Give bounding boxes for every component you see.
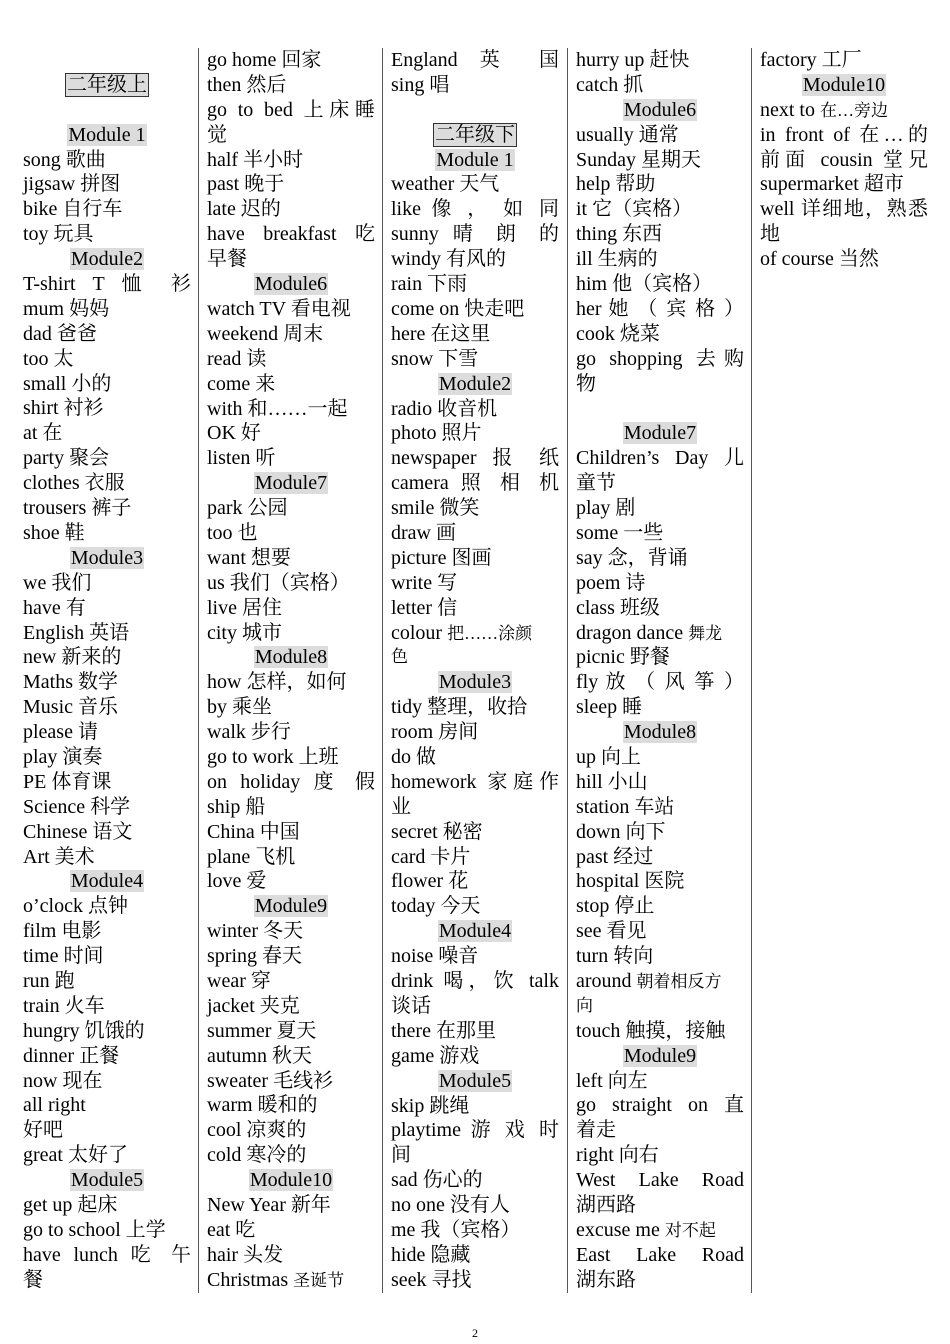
module-heading: Module5	[438, 1069, 512, 1092]
vocab-entry: radio 收音机	[391, 397, 498, 420]
vocab-entry: factory 工厂	[760, 49, 862, 71]
vocab-entry: newspaper 报 纸	[391, 447, 559, 470]
vocab-entry: by 乘坐	[207, 696, 272, 719]
vocab-entry: fly 放 （ 风 筝 ）	[576, 671, 744, 694]
vocab-entry: cool 凉爽的	[207, 1119, 307, 1142]
vocab-entry: class 班级	[576, 596, 660, 619]
vocab-entry: well 详细地，熟悉	[760, 198, 928, 221]
vocab-entry: catch 抓	[576, 73, 644, 96]
vocab-entry: go to bed 上床睡	[207, 98, 375, 121]
vocab-entry: please 请	[23, 721, 98, 744]
vocab-entry: sunny 晴 朗 的	[391, 223, 559, 246]
module-heading: Module9	[254, 895, 328, 918]
vocab-entry: station 车站	[576, 795, 675, 818]
vocab-entry: down 向下	[576, 820, 666, 843]
vocab-entry: come 来	[207, 372, 276, 395]
vocab-entry: rain 下雨	[391, 273, 468, 296]
module-heading: Module3	[438, 671, 512, 694]
vocab-entry: get up 起床	[23, 1193, 118, 1216]
vocab-entry: on holiday 度 假	[207, 770, 375, 793]
vocab-entry: go home 回家	[207, 49, 322, 71]
vocab-entry: hide 隐藏	[391, 1243, 471, 1266]
vocab-entry: 着走	[576, 1119, 616, 1142]
vocab-entry: watch TV 看电视	[207, 297, 351, 320]
vocab-entry: 前面 cousin 堂兄	[760, 148, 928, 171]
vocab-entry: film 电影	[23, 920, 102, 943]
vocab-entry: 向	[576, 995, 593, 1015]
vocab-column-5	[760, 48, 928, 1293]
vocab-entry: then 然后	[207, 73, 287, 96]
module-heading: Module10	[802, 73, 886, 96]
vocab-entry: 间	[391, 1144, 411, 1167]
column-divider	[198, 48, 199, 1293]
module-heading: Module4	[438, 920, 512, 943]
vocab-entry: PE 体育课	[23, 770, 112, 793]
vocab-entry: ship 船	[207, 795, 266, 818]
vocab-entry: go to school 上学	[23, 1218, 166, 1241]
vocab-entry: like 像 ， 如 同	[391, 198, 559, 221]
module-heading: Module3	[70, 546, 144, 569]
vocab-entry: 好吧	[23, 1119, 63, 1142]
vocab-entry: plane 飞机	[207, 845, 296, 868]
vocab-entry: help 帮助	[576, 173, 656, 196]
vocab-entry: with 和……一起	[207, 397, 348, 420]
vocab-entry: sleep 睡	[576, 696, 643, 719]
vocab-entry: sing 唱	[391, 73, 450, 96]
vocab-entry: have lunch 吃 午	[23, 1243, 191, 1266]
vocab-column-2	[207, 48, 375, 1293]
vocab-entry: up 向上	[576, 746, 641, 768]
vocab-entry: playtime 游 戏 时	[391, 1119, 559, 1142]
vocab-entry: go straight on 直	[576, 1094, 744, 1117]
grade-heading: 二年级下	[435, 123, 515, 146]
vocab-entry: picture 图画	[391, 546, 492, 569]
vocab-entry: too 也	[207, 521, 258, 544]
vocab-entry: us 我们（宾格）	[207, 571, 350, 594]
vocab-entry: left 向左	[576, 1069, 648, 1092]
vocab-entry: China 中国	[207, 820, 300, 843]
module-heading: Module 1	[436, 148, 514, 171]
vocab-entry: run 跑	[23, 969, 75, 992]
vocab-entry: secret 秘密	[391, 820, 483, 843]
vocab-entry: jigsaw 拼图	[23, 173, 121, 196]
vocab-entry: Art 美术	[23, 845, 95, 868]
vocab-entry: hungry 饥饿的	[23, 1019, 145, 1042]
vocab-entry: 业	[391, 795, 411, 818]
vocab-entry: room 房间	[391, 721, 479, 744]
module-heading: Module 1	[68, 123, 146, 146]
vocab-entry: weekend 周末	[207, 322, 324, 345]
vocab-entry: autumn 秋天	[207, 1044, 312, 1067]
module-heading: Module4	[70, 870, 144, 893]
vocab-entry: turn 转向	[576, 945, 654, 968]
vocab-column-1	[23, 48, 191, 1293]
vocab-entry: dinner 正餐	[23, 1044, 120, 1067]
vocab-entry: 色	[391, 647, 408, 667]
vocab-entry: time 时间	[23, 945, 104, 968]
vocab-entry: do 做	[391, 746, 436, 769]
vocab-column-4	[576, 48, 744, 1293]
vocab-entry: too 太	[23, 347, 74, 370]
vocab-entry: her 她 （ 宾 格 ）	[576, 297, 744, 320]
vocab-entry: wear 穿	[207, 970, 271, 992]
module-heading: Module10	[249, 1169, 333, 1192]
module-heading: Module7	[254, 472, 328, 495]
vocab-entry: half 半小时	[207, 148, 304, 171]
vocab-entry: small 小的	[23, 372, 112, 395]
vocab-entry: play 演奏	[23, 745, 103, 768]
vocab-entry: winter 冬天	[207, 920, 304, 943]
vocab-entry: warm 暖和的	[207, 1094, 318, 1117]
vocab-entry: have 有	[23, 596, 86, 619]
vocab-entry: windy 有风的	[391, 248, 506, 271]
module-heading: Module9	[623, 1044, 697, 1067]
column-divider	[751, 48, 752, 1293]
vocab-entry: hill 小山	[576, 770, 648, 793]
vocab-entry: drink 喝，饮 talk	[391, 970, 559, 993]
vocab-entry: spring 春天	[207, 945, 302, 968]
vocab-entry: 湖东路	[576, 1268, 636, 1291]
vocab-entry: around 朝着相反方	[576, 970, 722, 993]
vocab-entry: cook 烧菜	[576, 322, 660, 345]
vocab-entry: some 一些	[576, 521, 664, 544]
vocab-entry: it 它（宾格）	[576, 198, 693, 221]
module-heading: Module8	[254, 646, 328, 669]
vocab-entry: New Year 新年	[207, 1194, 331, 1217]
vocab-entry: go shopping 去购	[576, 347, 744, 370]
page-number: 2	[472, 1326, 478, 1340]
vocab-entry: shirt 衬衫	[23, 397, 104, 420]
vocab-entry: see 看见	[576, 920, 647, 943]
vocab-entry: 餐	[23, 1268, 43, 1291]
module-heading: Module2	[438, 372, 512, 395]
vocab-entry: we 我们	[23, 571, 92, 594]
vocab-entry: next to 在…旁边	[760, 98, 888, 121]
module-heading: Module6	[254, 273, 328, 296]
vocab-entry: now 现在	[23, 1069, 103, 1092]
vocab-entry: there 在那里	[391, 1019, 496, 1042]
vocab-entry: today 今天	[391, 895, 481, 918]
vocab-entry: no one 没有人	[391, 1194, 510, 1217]
vocab-entry: listen 听	[207, 447, 276, 470]
vocab-entry: 湖西路	[576, 1194, 636, 1217]
vocab-entry: park 公园	[207, 497, 288, 520]
vocab-entry: all right	[23, 1094, 86, 1117]
vocab-entry: song 歌曲	[23, 148, 106, 171]
vocab-entry: live 居住	[207, 596, 282, 619]
vocab-entry: dad 爸爸	[23, 322, 97, 345]
vocab-entry: of course 当然	[760, 248, 879, 271]
vocab-entry: Children’s Day 儿	[576, 447, 744, 470]
vocab-entry: seek 寻找	[391, 1268, 472, 1291]
vocab-entry: trousers 裤子	[23, 497, 132, 520]
vocab-entry: here 在这里	[391, 322, 491, 345]
vocab-entry: stop 停止	[576, 895, 655, 918]
vocab-entry: hurry up 赶快	[576, 49, 690, 71]
vocab-entry: poem 诗	[576, 571, 646, 594]
vocab-entry: late 迟的	[207, 198, 281, 221]
vocab-entry	[576, 397, 744, 422]
grade-heading: 二年级上	[67, 73, 147, 96]
vocab-entry: ill 生病的	[576, 248, 658, 271]
vocab-entry: mum 妈妈	[23, 297, 110, 320]
vocab-entry: East Lake Road	[576, 1243, 744, 1266]
vocab-entry: draw 画	[391, 522, 456, 544]
vocab-entry: weather 天气	[391, 173, 500, 196]
vocab-entry: game 游戏	[391, 1044, 480, 1067]
vocab-entry: Christmas 圣诞节	[207, 1268, 345, 1291]
vocab-entry: skip 跳绳	[391, 1094, 470, 1117]
vocab-entry: picnic 野餐	[576, 646, 670, 669]
vocab-entry: OK 好	[207, 422, 261, 445]
vocab-entry: shoe 鞋	[23, 521, 85, 544]
vocab-entry: card 卡片	[391, 845, 471, 868]
vocab-entry: go to work 上班	[207, 745, 339, 768]
vocab-entry: walk 步行	[207, 721, 291, 744]
vocab-entry: thing 东西	[576, 223, 663, 246]
vocab-entry: colour 把……涂颜	[391, 621, 533, 644]
vocab-entry: train 火车	[23, 994, 105, 1017]
vocab-entry: 物	[576, 372, 596, 395]
vocab-entry: noise 噪音	[391, 945, 479, 968]
column-divider	[382, 48, 383, 1293]
vocab-entry: camera 照 相 机	[391, 472, 559, 495]
vocab-entry: clothes 衣服	[23, 472, 125, 495]
vocab-entry: 觉	[207, 123, 227, 146]
vocab-entry: Chinese 语文	[23, 820, 133, 843]
vocab-entry: sweater 毛线衫	[207, 1069, 334, 1092]
vocab-entry: him 他（宾格）	[576, 273, 713, 296]
vocab-entry: smile 微笑	[391, 497, 480, 520]
vocab-entry: have breakfast 吃	[207, 223, 375, 246]
vocab-entry: cold 寒冷的	[207, 1144, 307, 1167]
vocab-entry: in front of 在…的	[760, 123, 928, 146]
vocab-entry: Sunday 星期天	[576, 148, 701, 171]
vocab-entry: city 城市	[207, 621, 282, 644]
vocab-entry: hospital 医院	[576, 870, 685, 893]
vocab-entry: want 想要	[207, 546, 291, 569]
vocab-entry: tidy 整理，收拾	[391, 696, 528, 719]
vocab-entry: 谈话	[391, 994, 431, 1017]
vocab-entry: hair 头发	[207, 1243, 284, 1266]
vocab-entry: o’clock 点钟	[23, 895, 128, 918]
vocab-entry: 早餐	[207, 248, 247, 271]
vocab-entry: jacket 夹克	[207, 994, 300, 1017]
module-heading: Module7	[623, 422, 697, 445]
vocab-entry: summer 夏天	[207, 1019, 317, 1042]
vocab-entry: snow 下雪	[391, 347, 479, 370]
vocab-entry: West Lake Road	[576, 1169, 744, 1192]
vocab-entry: letter 信	[391, 596, 458, 619]
vocab-entry: T-shirt T 恤 衫	[23, 273, 191, 296]
module-heading: Module2	[70, 248, 144, 271]
vocab-entry: write 写	[391, 571, 458, 594]
module-heading: Module5	[70, 1169, 144, 1192]
vocab-entry: Maths 数学	[23, 671, 118, 694]
vocab-column-3	[391, 48, 559, 1293]
vocab-entry: great 太好了	[23, 1144, 128, 1167]
vocab-entry: say 念，背诵	[576, 546, 688, 569]
module-heading: Module8	[623, 721, 697, 744]
vocab-entry: photo 照片	[391, 422, 482, 445]
vocab-entry: sad 伤心的	[391, 1169, 483, 1192]
vocab-entry: come on 快走吧	[391, 297, 525, 320]
module-heading: Module6	[623, 98, 697, 121]
vocab-entry: touch 触摸，接触	[576, 1019, 726, 1042]
vocab-entry: read 读	[207, 347, 267, 370]
vocab-entry: usually 通常	[576, 123, 679, 146]
vocab-entry: dragon dance 舞龙	[576, 621, 723, 644]
vocab-entry: party 聚会	[23, 447, 110, 470]
vocab-entry: Science 科学	[23, 795, 131, 818]
vocab-entry: 童节	[576, 472, 616, 495]
vocab-entry: at 在	[23, 422, 63, 445]
vocab-entry: love 爱	[207, 870, 267, 893]
vocab-entry: past 晚于	[207, 173, 285, 196]
column-divider	[567, 48, 568, 1293]
vocab-entry: new 新来的	[23, 646, 122, 669]
vocab-entry: excuse me 对不起	[576, 1218, 716, 1241]
vocab-entry: English 英语	[23, 621, 130, 644]
vocab-entry: how 怎样，如何	[207, 671, 347, 694]
vocab-entry: eat 吃	[207, 1218, 256, 1241]
vocab-entry: England 英 国	[391, 49, 559, 71]
vocab-entry: homework 家庭作	[391, 770, 559, 793]
vocab-entry: 地	[760, 223, 780, 246]
vocab-entry: flower 花	[391, 870, 469, 893]
vocab-entry: play 剧	[576, 497, 636, 520]
vocab-entry: Music 音乐	[23, 696, 118, 719]
vocab-entry: me 我（宾格）	[391, 1218, 521, 1241]
vocab-entry: bike 自行车	[23, 198, 123, 221]
vocab-entry: toy 玩具	[23, 223, 94, 246]
vocab-entry: past 经过	[576, 845, 654, 868]
vocab-entry: supermarket 超市	[760, 173, 904, 196]
vocab-entry: right 向右	[576, 1144, 659, 1167]
